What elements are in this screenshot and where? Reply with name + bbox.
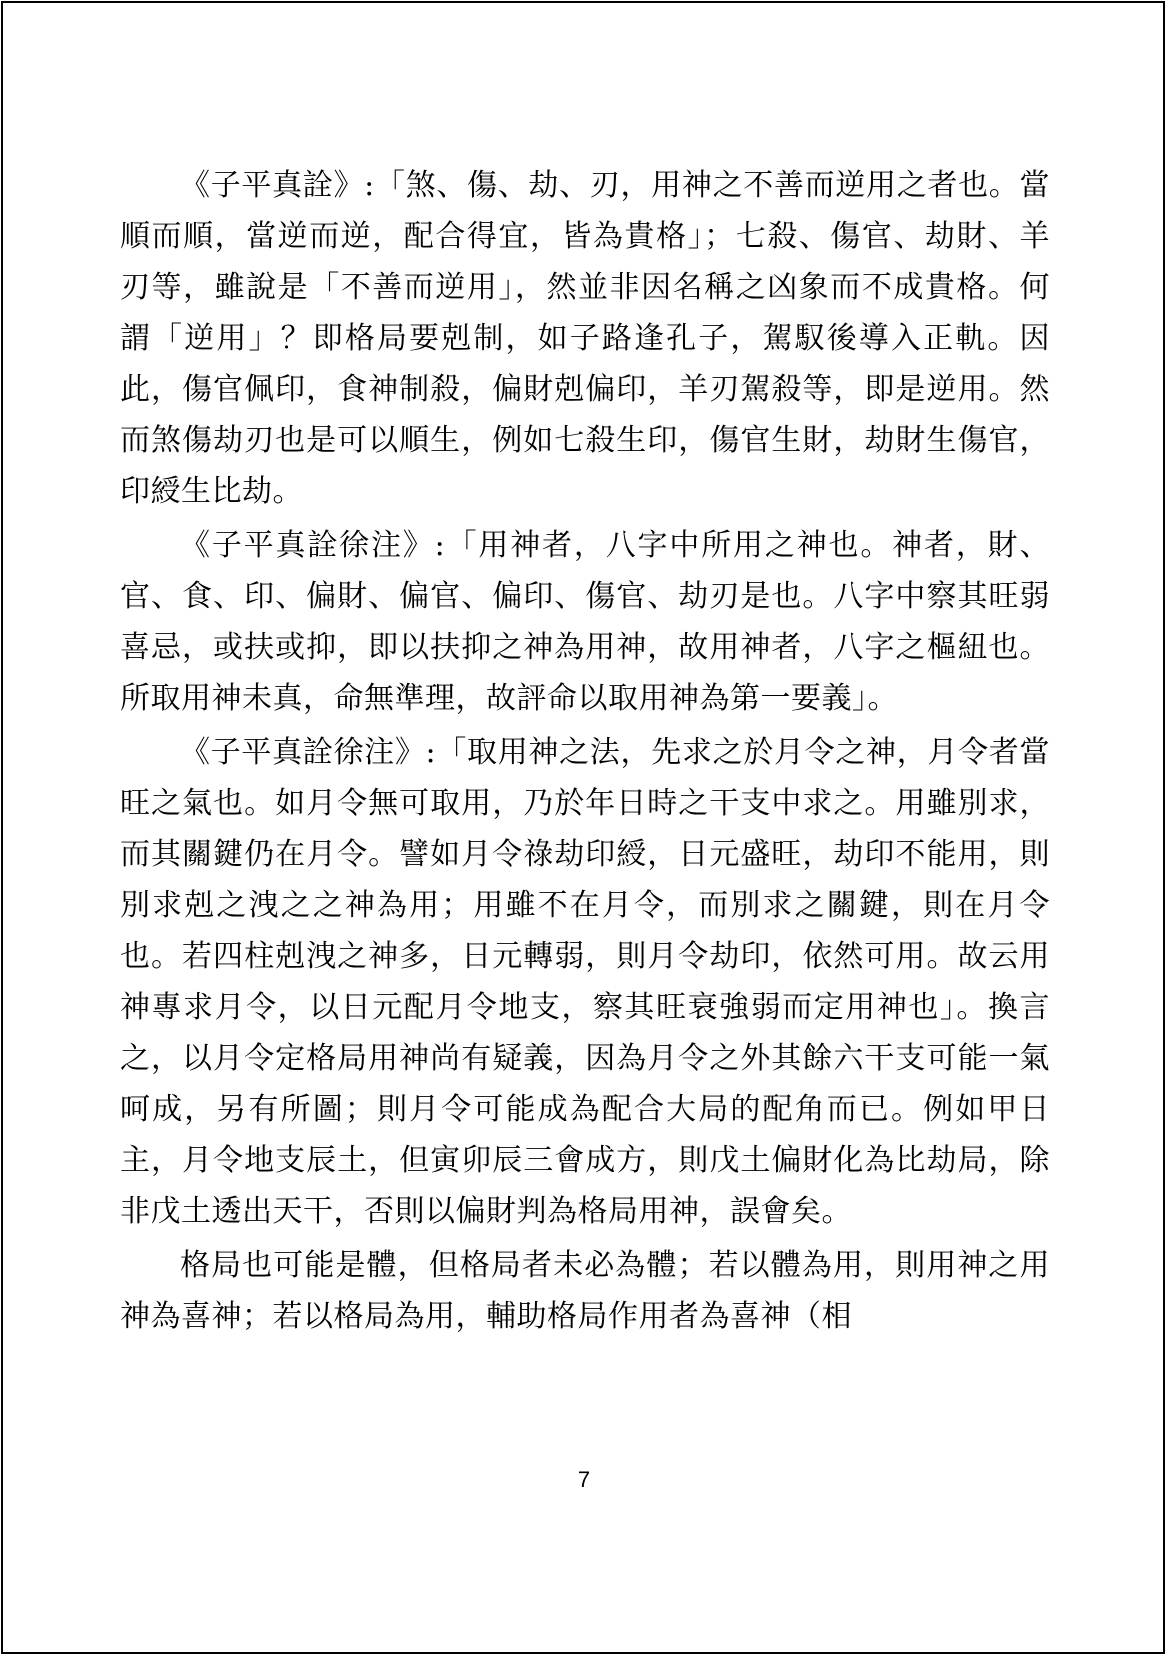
document-body bbox=[120, 160, 1050, 1345]
paragraph: 《子平真詮徐注》:「用神者，八字中所用之神也。神者，財、官、食、印、偏財、偏官、偏印、傷官、劫刃是也。八字中察其旺弱喜忌，或扶或抑，即以扶抑之神為用神，故用神者，八字之樞紐也。所取用神未真，命無準理，故評命以取用神為第一要義」。 bbox=[120, 528, 1050, 716]
paragraph: 《子平真詮》:「煞、傷、劫、刃，用神之不善而逆用之者也。當順而順，當逆而逆，配合得宜，皆為貴格」；七殺、傷官、劫財、羊刃等，雖說是「不善而逆用」，然並非因名稱之凶象而不成貴格。何謂「逆用」？即格局要剋制，如子路逢孔子，駕馭後導入正軌。因此，傷官佩印，食神制殺，偏財剋偏印，羊刃駕殺等，即是逆用。然而煞傷劫刃也是可以順生，例如七殺生印，傷官生財，劫財生傷官，印綬生比劫。 bbox=[120, 168, 1050, 509]
paragraph: 格局也可能是體，但格局者未必為體；若以體為用，則用神之用神為喜神；若以格局為用，輔助格局作用者為喜神（相 bbox=[120, 1248, 1050, 1334]
paragraph: 《子平真詮徐注》:「取用神之法，先求之於月令之神，月令者當旺之氣也。如月令無可取用，乃於年日時之干支中求之。用雖別求，而其關鍵仍在月令。譬如月令祿劫印綬，日元盛旺，劫印不能用，則別求剋之洩之之神為用；用雖不在月令，而別求之關鍵，則在月令也。若四柱剋洩之神多，日元轉弱，則月令劫印，依然可用。故云用神專求月令，以日元配月令地支，察其旺衰強弱而定用神也」。換言之，以月令定格局用神尚有疑義，因為月令之外其餘六干支可能一氣呵成，另有所圖；則月令可能成為配合大局的配角而已。例如甲日主，月令地支辰土，但寅卯辰三會成方，則戊土偏財化為比劫局，除非戊土透出天干，否則以偏財判為格局用神，誤會矣。 bbox=[120, 735, 1050, 1229]
page-number: 7 bbox=[577, 1467, 591, 1492]
